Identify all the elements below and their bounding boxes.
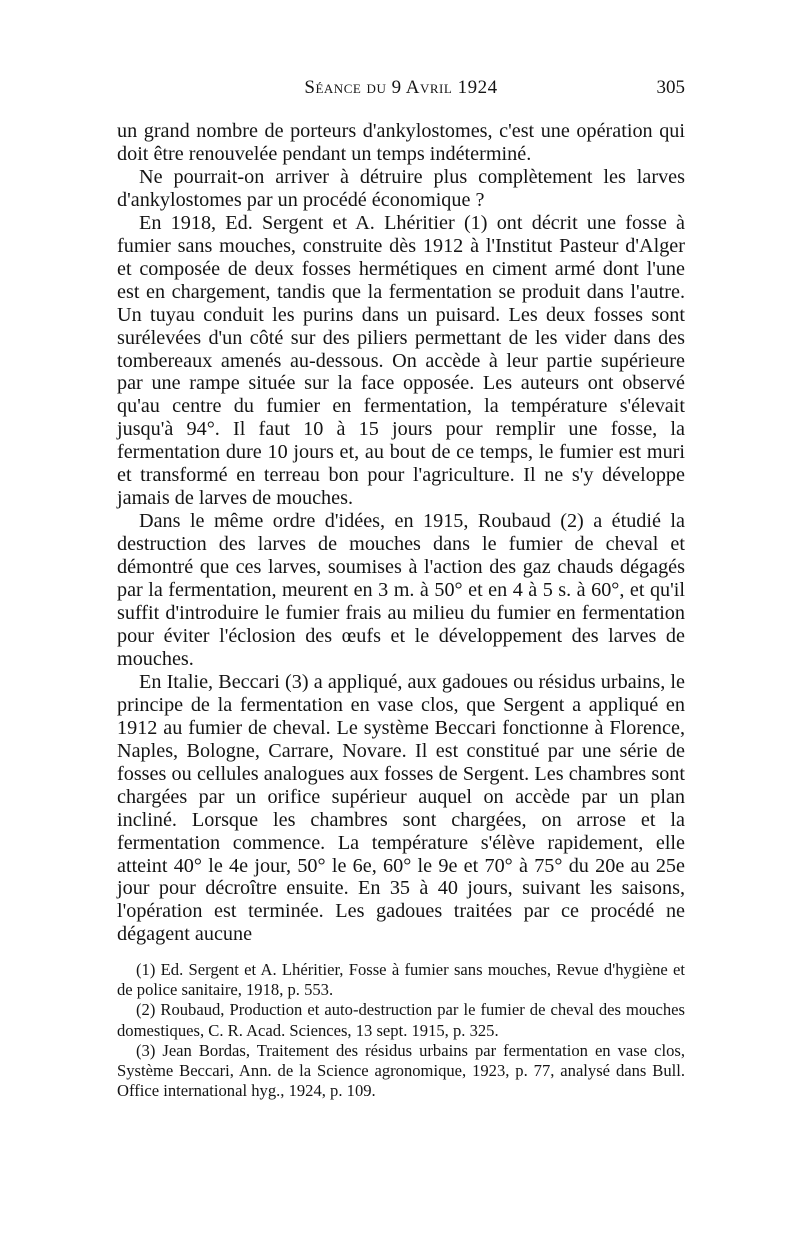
footnote-2: (2) Roubaud, Production et auto-destruction par le fumier de cheval des mouches domestiques, C. R. Acad. Sciences, 13 sept. 1915, p. 325. <box>117 1000 685 1040</box>
paragraph-question: Ne pourrait-on arriver à détruire plus complètement les larves d'ankylostomes par un procédé économique ? <box>117 165 685 211</box>
running-title: Séance du 9 Avril 1924 <box>304 77 498 98</box>
page-number: 305 <box>656 77 685 98</box>
paragraph-sergent: En 1918, Ed. Sergent et A. Lhéritier (1) ont décrit une fosse à fumier sans mouches, construite dès 1912 à l'Institut Pasteur d'Alger et composée de deux fosses hermétiques en ciment armé dont l'une est en chargement, tandis que la fermentation se produit dans l'autre. Un tuyau conduit les purins dans un puisard. Les deux fosses sont surélevées d'un côté sur des piliers permettant de les vider dans des tombereaux amenés au-dessous. On accède à leur partie supérieure par une rampe située sur la face opposée. Les auteurs ont observé qu'au centre du fumier en fermentation, la température s'élevait jusqu'à 94°. Il faut 10 à 15 jours pour remplir une fosse, la fermentation dure 10 jours et, au bout de ce temps, le fumier est muri et transformé en terreau bon pour l'agriculture. Il ne s'y développe jamais de larves de mouches. <box>117 211 685 510</box>
main-text <box>117 120 685 946</box>
paragraph-roubaud: Dans le même ordre d'idées, en 1915, Roubaud (2) a étudié la destruction des larves de mouches dans le fumier de cheval et démontré que ces larves, soumises à l'action des gaz chauds dégagés par la fermentation, meurent en 3 m. à 50° et en 4 à 5 s. à 60°, et qu'il suffit d'introduire le fumier frais au milieu du fumier en fermentation pour éviter l'éclosion des œufs et le développement des larves de mouches. <box>117 510 685 670</box>
footnotes <box>117 960 685 1101</box>
footnote-1: (1) Ed. Sergent et A. Lhéritier, Fosse à fumier sans mouches, Revue d'hygiène et de police sanitaire, 1918, p. 553. <box>117 960 685 1000</box>
paragraph-beccari: En Italie, Beccari (3) a appliqué, aux gadoues ou résidus urbains, le principe de la fermentation en vase clos, que Sergent a appliqué en 1912 au fumier de cheval. Le système Beccari fonctionne à Florence, Naples, Bologne, Carrare, Novare. Il est constitué par une série de fosses ou cellules analogues aux fosses de Sergent. Les chambres sont chargées par un orifice supérieur auquel on accède par un plan incliné. Lorsque les chambres sont chargées, on arrose et la fermentation commence. La température s'élève rapidement, elle atteint 40° le 4e jour, 50° le 6e, 60° le 9e et 70° à 75° du 20e au 25e jour pour décroître ensuite. En 35 à 40 jours, suivant les saisons, l'opération est terminée. Les gadoues traitées par ce procédé ne dégagent aucune <box>117 670 685 946</box>
footnote-3: (3) Jean Bordas, Traitement des résidus urbains par fermentation en vase clos, Système Beccari, Ann. de la Science agronomique, 1923, p. 77, analysé dans Bull. Office international hyg., 1924, p. 109. <box>117 1040 685 1101</box>
paragraph-continuation: un grand nombre de porteurs d'ankylostomes, c'est une opération qui doit être renouvelée pendant un temps indéterminé. <box>117 120 685 165</box>
running-head <box>117 77 685 103</box>
